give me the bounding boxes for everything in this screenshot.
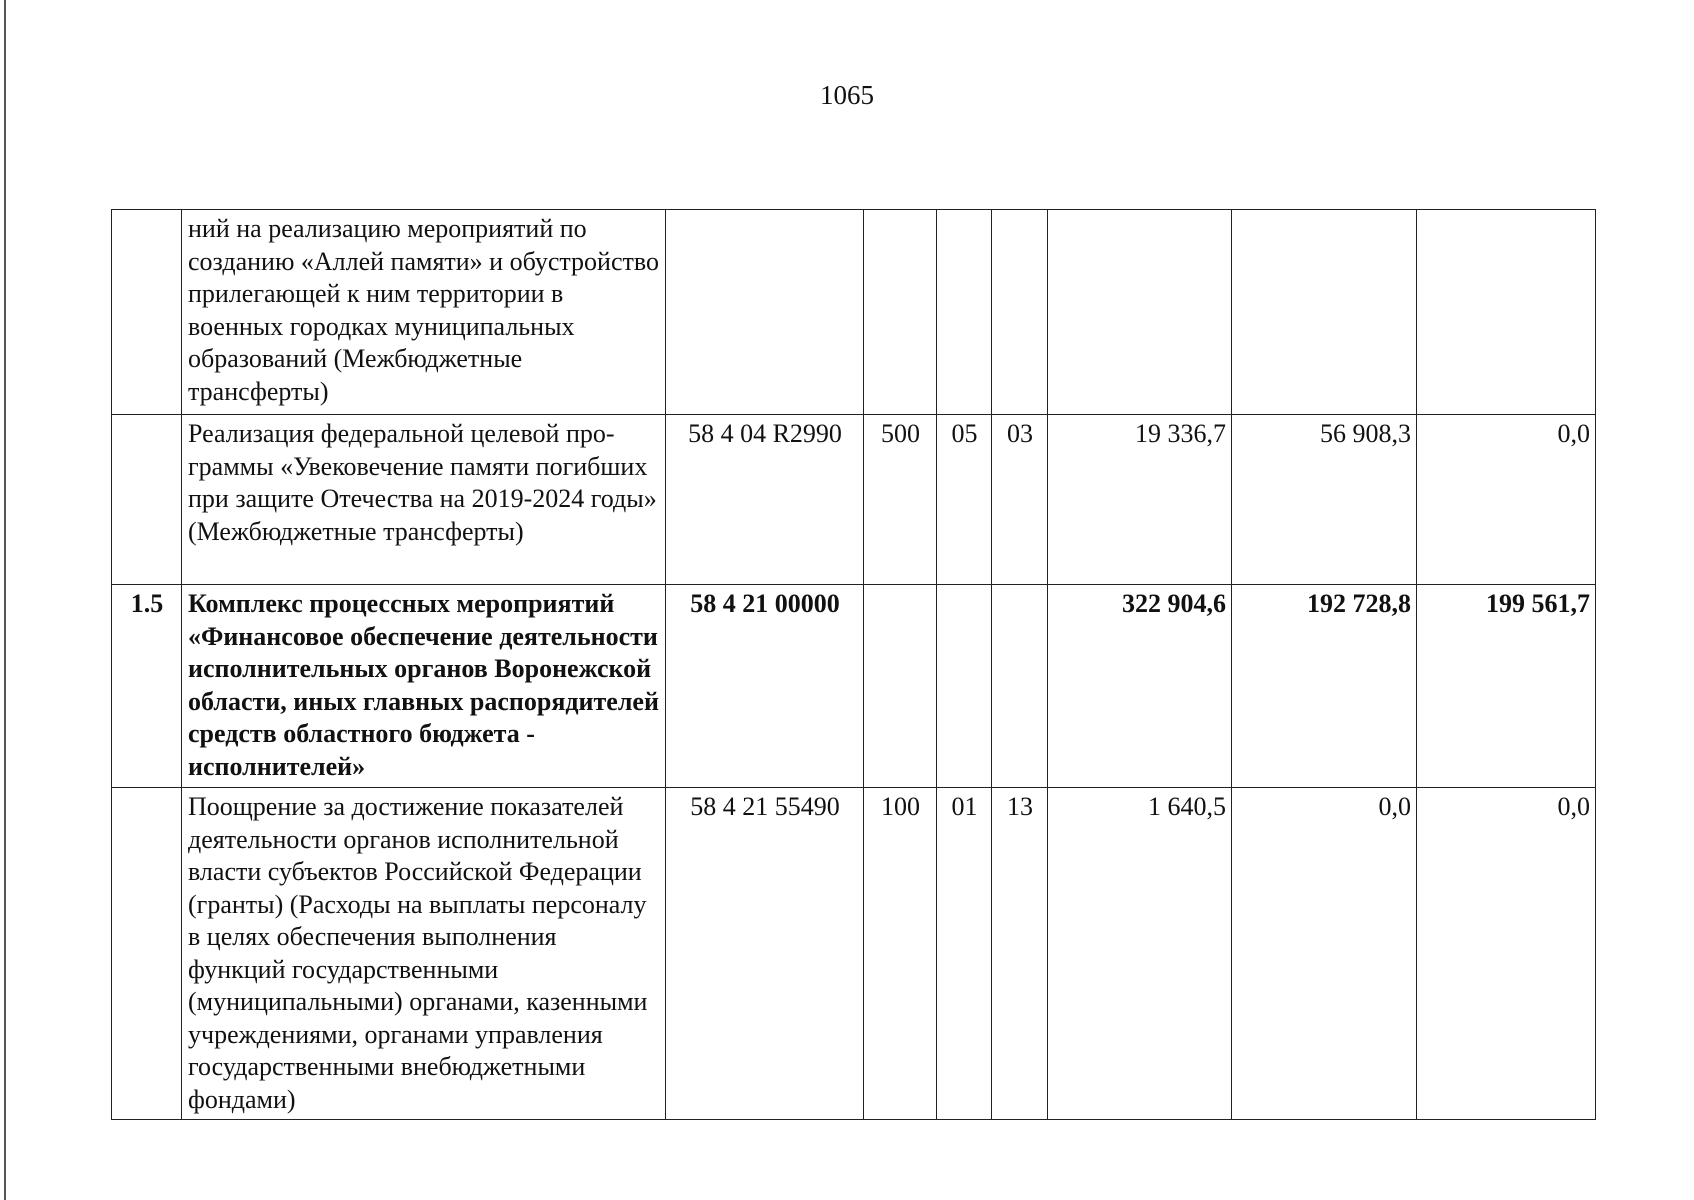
row-number	[112, 415, 182, 585]
row-name: ний на реализацию мероприятий по созданию «Аллей памяти» и обустройство прилегающей к ним территории в военных городках муниципальных образований (Межбюджетные трансферты)	[182, 210, 666, 415]
row-pr	[992, 210, 1048, 415]
row-rz	[937, 585, 992, 788]
row-value-3: 0,0	[1417, 415, 1596, 585]
row-value-2: 0,0	[1232, 788, 1417, 1120]
row-rz	[937, 210, 992, 415]
page-number: 1065	[820, 80, 874, 110]
row-name: Поощрение за достижение показателей деятельности органов исполнительной власти субъектов Российской Федерации (гранты) (Расходы на выплаты персоналу в целях обеспечения выполнения функций государственными (муниципальными) органами, казенными учреждениями, органами управления государственными внебюджетными фондами)	[182, 788, 666, 1120]
row-value-3: 0,0	[1417, 788, 1596, 1120]
row-code: 58 4 21 00000	[666, 585, 864, 788]
row-value-2: 56 908,3	[1232, 415, 1417, 585]
table-row	[112, 210, 1596, 415]
table-row	[112, 415, 1596, 585]
row-vr	[864, 585, 937, 788]
scan-edge-line	[4, 0, 6, 1200]
row-value-1: 1 640,5	[1048, 788, 1232, 1120]
row-name: Реализация федеральной целевой программы «Увековечение памяти погибших при защите Отечества на 2019-2024 годы» (Межбюджетные трансферты)	[182, 415, 666, 585]
budget-table	[111, 209, 1596, 1120]
row-pr: 03	[992, 415, 1048, 585]
row-name: Комплекс процессных мероприятий «Финансовое обеспечение деятельности исполнительных органов Воронежской области, иных главных распорядителей средств областного бюджета - исполнителей»	[182, 585, 666, 788]
row-rz: 05	[937, 415, 992, 585]
row-vr	[864, 210, 937, 415]
row-value-1: 322 904,6	[1048, 585, 1232, 788]
row-code	[666, 210, 864, 415]
row-vr: 100	[864, 788, 937, 1120]
row-value-3: 199 561,7	[1417, 585, 1596, 788]
row-number	[112, 788, 182, 1120]
row-value-2: 192 728,8	[1232, 585, 1417, 788]
row-value-1	[1048, 210, 1232, 415]
row-pr	[992, 585, 1048, 788]
row-rz: 01	[937, 788, 992, 1120]
row-number	[112, 210, 182, 415]
table-row	[112, 788, 1596, 1120]
row-value-2	[1232, 210, 1417, 415]
row-value-3	[1417, 210, 1596, 415]
row-value-1: 19 336,7	[1048, 415, 1232, 585]
row-number: 1.5	[112, 585, 182, 788]
row-vr: 500	[864, 415, 937, 585]
row-pr: 13	[992, 788, 1048, 1120]
row-code: 58 4 21 55490	[666, 788, 864, 1120]
row-code: 58 4 04 R2990	[666, 415, 864, 585]
table-row	[112, 585, 1596, 788]
